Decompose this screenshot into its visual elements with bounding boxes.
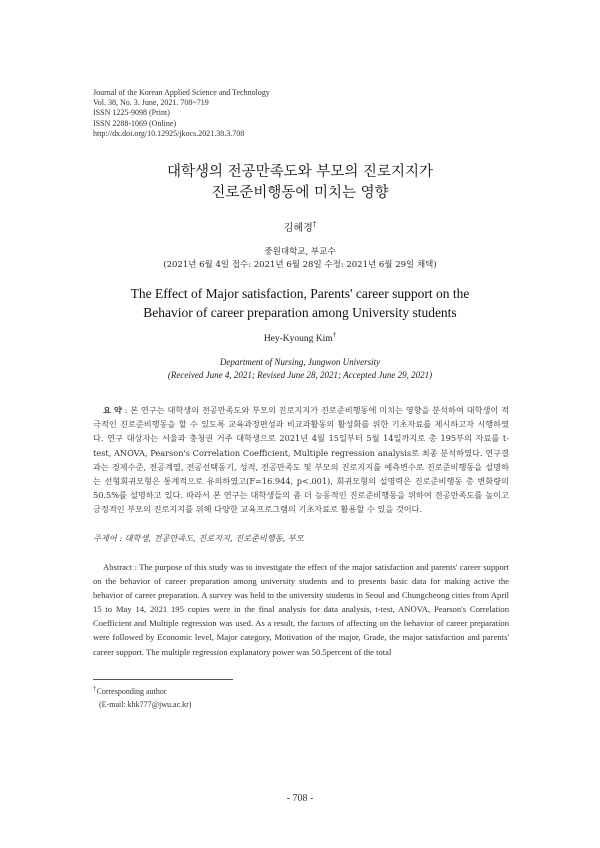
dates-english: (Received June 4, 2021; Revised June 28, 2021; Accepted June 29, 2021) [167, 370, 433, 380]
abstract-english [93, 560, 509, 659]
author-english [0, 330, 600, 344]
issn-print: ISSN 1225-9098 (Print) [93, 108, 170, 118]
journal-info [93, 88, 270, 139]
title-english-line2: Behavior of career preparation among University students [143, 305, 457, 320]
journal-volume: Vol. 38, No. 3. June, 2021. 708~719 [93, 98, 209, 108]
page-number: - 708 - [286, 793, 314, 804]
title-english-line1: The Effect of Major satisfaction, Parents' career support on the [130, 286, 470, 301]
footnote-email: (E-mail: khk777@jwu.ac.kr) [99, 699, 192, 709]
title-korean-line1: 대학생의 전공만족도와 부모의 진로지지가 [167, 164, 433, 180]
title-korean [0, 162, 600, 204]
affiliation-korean: 중원대학교, 부교수 [264, 247, 336, 257]
abstract-korean-text: : 본 연구는 대학생의 전공만족도와 부모의 진로지지가 진로준비행동에 미치는 영향을 분석하여 대학생이 적극적인 진로준비행동을 할 수 있도록 교육과정편성과 비교과활동의 활성화를 위한 기초자료를 제시하고자 시행하였다. 연구 대상자는 서울과 충청권 거주 대학생으로 2021년 4월 15일부터 5월 14일까지로 총 195부의 자료를 t-test, ANOVA, Pearson's Correlation Coefficient, Multiple regression analysis로 최종 분석하였다. 연구결과는 경제수준, 전공계열, 전공선택동기, 성적, 전공만족도 및 부모의 진로지지를 예측변수로 진로준비행동을 설명하는 선형회귀모형은 통계적으로 유의하였고(F=16.944, p<.001), 회귀모형의 설명력은 진로준비행동 총 변화량의 50.5%를 설명하고 있다. 따라서 본 연구는 대학생들의 좀 더 능동적인 진로준비행동을 위하여 전공만족도를 높이고 긍정적인 부모의 진로지지를 위해 다양한 교육프로그램의 기초자료로 활용할 수 있을 것이다. [93, 405, 509, 515]
abstract-english-text: : The purpose of this study was to investigate the effect of the major satisfaction and parents' career support on the behavior of career preparation among university students and to presents basic data for making active the behavior of career preparation. A survey was held to the university students in Seoul and Chungcheong cities from April 15 to May 14, 2021 195 copies were in the final analysis for data analysis, t-test, ANOVA, Pearson's Correlation Coefficient and Multiple regression was used. As a result, the factors of affecting on the behavior of career preparation were followed by Economic level, Major category, Motivation of the major, Grade, the major satisfaction and parents' career support. The multiple regression explanatory power was 50.5percent of the total [93, 562, 509, 657]
footnote-dagger: † [93, 684, 97, 693]
author-korean [0, 219, 600, 234]
footnote-divider [93, 679, 233, 680]
author-korean-name: 김혜경 [283, 223, 313, 234]
issn-online: ISSN 2288-1069 (Online) [93, 118, 177, 128]
title-korean-line2: 진로준비행동에 미치는 영향 [211, 185, 389, 201]
dates-korean: (2021년 6월 4일 접수: 2021년 6월 28일 수정: 2021년 6월 29일 채택) [163, 260, 437, 270]
affiliation-korean-block [0, 246, 600, 272]
footnote [93, 686, 191, 711]
abstract-korean-label: 요 약 [103, 405, 122, 415]
footnote-label: Corresponding author [96, 687, 167, 696]
abstract-korean [93, 403, 509, 517]
dagger-mark: † [312, 220, 317, 229]
abstract-english-label: Abstract [103, 562, 133, 572]
affiliation-english-block [0, 356, 600, 382]
keywords-korean: 주제어 : 대학생, 전공만족도, 진로지지, 진로준비행동, 부모 [93, 533, 304, 543]
dagger-mark-en: † [332, 330, 337, 339]
journal-name: Journal of the Korean Applied Science and Technology [93, 88, 270, 97]
title-english [0, 284, 600, 322]
doi-link[interactable]: http://dx.doi.org/10.12925/jkocs.2021.38.3.708 [93, 128, 245, 138]
affiliation-english: Department of Nursing, Jungwon University [219, 357, 381, 367]
author-english-name: Hey-Kyoung Kim [263, 334, 333, 344]
